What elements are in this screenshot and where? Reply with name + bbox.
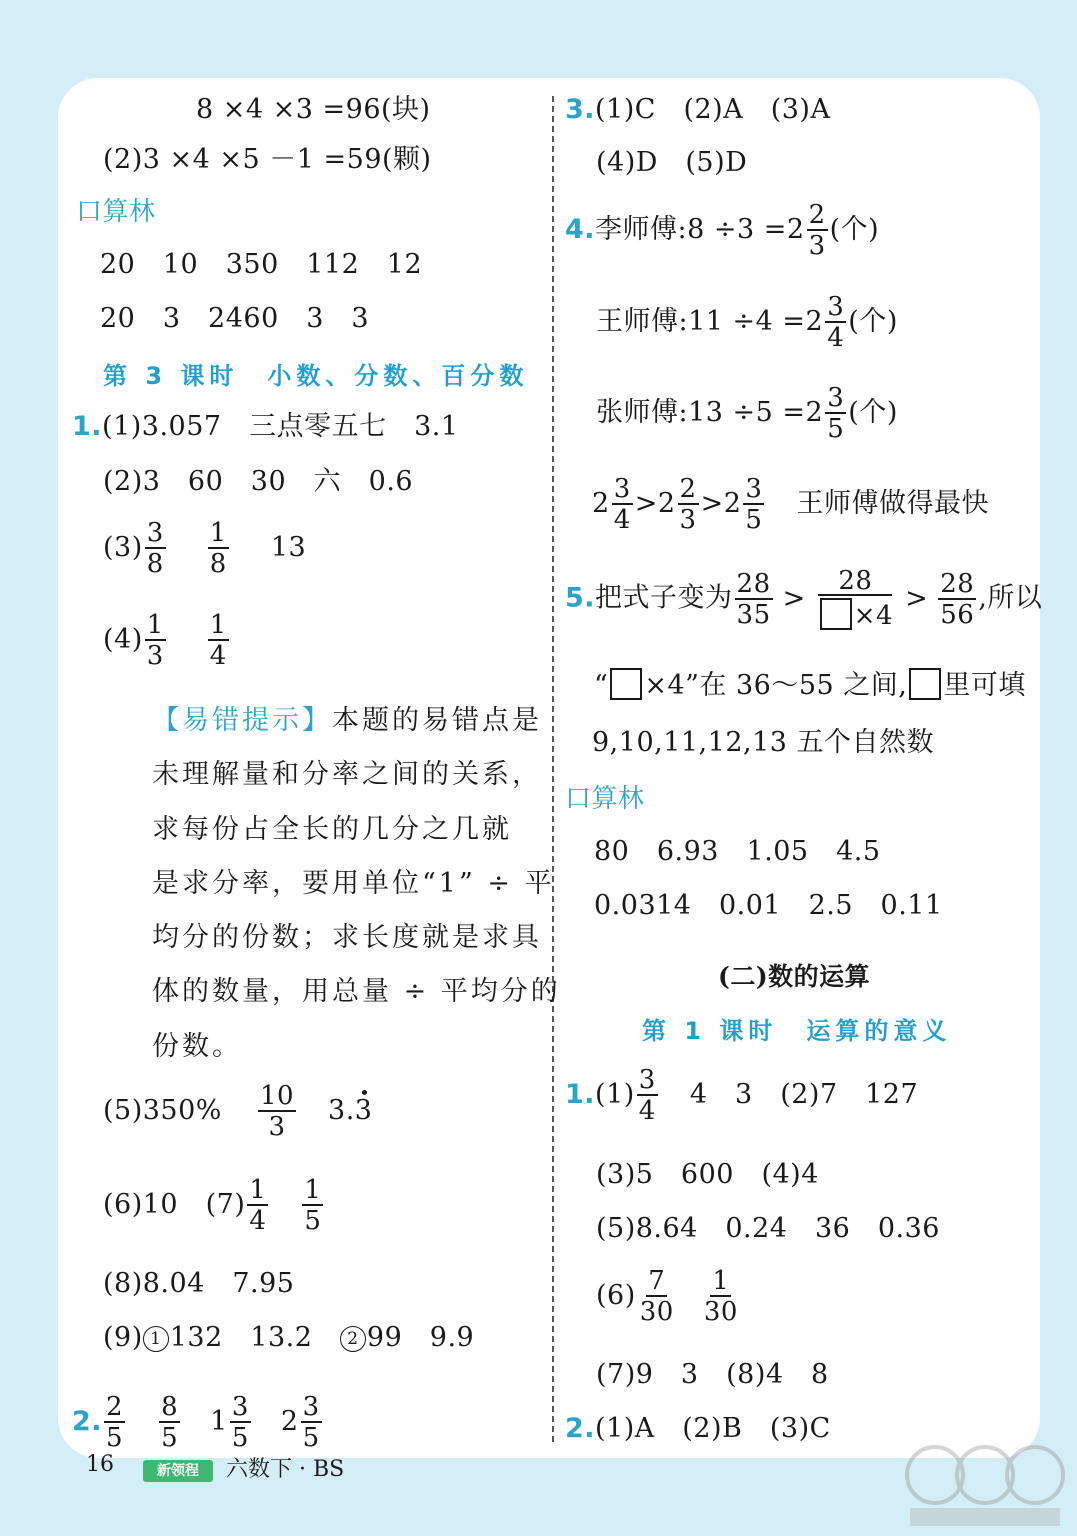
r-question-1-line-2: (3)5 600 (4)4 [596,1159,819,1190]
operator: >2 [634,488,676,519]
unit-text: (个) [848,397,898,428]
question-number: 1. [565,1079,596,1110]
operator: > [782,582,806,614]
question-4-line-1 [565,202,879,259]
error-tip-line-1 [152,704,542,738]
denominator: 4 [827,323,845,353]
question-5-line-1 [565,568,1042,630]
numerator: 28 [818,568,892,596]
r-question-1-line-1 [565,1067,918,1124]
fraction [247,1177,268,1234]
part-label: (3) [103,532,143,563]
fraction [816,568,895,630]
numerator: 1 [209,610,227,640]
blank-box [610,668,642,700]
numerator: 1 [304,1175,322,1205]
fraction [208,520,229,577]
numerator: 3 [231,1392,249,1422]
numerator: 10 [259,1081,295,1111]
denominator-text: ×4 [853,601,894,631]
part-label: (6)10 (7) [103,1189,246,1220]
kousuan-row-1: 20 10 350 112 12 [100,249,423,280]
numerator: 1 [712,1266,730,1296]
question-number: 5. [565,582,596,614]
question-number: 2. [565,1413,596,1444]
answer-text: 99 9.9 [366,1322,475,1353]
denominator: 30 [639,1297,674,1327]
fraction [230,1394,251,1451]
fraction [301,1394,322,1451]
numerator: 3 [638,1065,656,1095]
fraction [678,476,699,533]
brand-badge: 新领程 [143,1460,213,1482]
unit-text: (个) [848,306,898,337]
question-1-part-9 [103,1321,474,1355]
fraction [938,568,976,630]
denominator: 3 [679,505,697,535]
blank-box [909,668,941,700]
fraction [743,476,764,533]
denominator: 3 [268,1112,286,1142]
part-label: (4) [103,624,143,655]
part-label: (9) [103,1322,143,1353]
page-number: 16 [86,1452,114,1477]
fraction [825,294,846,351]
quote-mark: “ [594,670,609,701]
r-question-1-line-5: (7)9 3 (8)4 8 [596,1359,829,1390]
error-tip-line-2: 未理解量和分率之间的关系， [152,759,542,790]
error-tip-line-5: 均分的份数；求长度就是求具 [152,922,542,953]
answer-text: (1)3.057 三点零五七 3.1 [102,411,459,442]
part-label: (6) [596,1280,636,1311]
fraction [104,1394,125,1451]
denominator: 4 [638,1096,656,1126]
answer-text: (1)C (2)A (3)A [595,94,831,125]
fraction [258,1083,296,1140]
denominator: 5 [827,414,845,444]
kousuan-row-2: 20 3 2460 3 3 [100,303,370,334]
question-1-part-8: (8)8.04 7.95 [103,1268,295,1299]
calc-line-1: 8 ×4 ×3 =96(块) [196,94,431,125]
numerator: 3 [827,292,845,322]
question-4-line-4 [592,476,989,533]
conclusion-text: 王师傅做得最快 [796,488,989,519]
fraction [208,612,229,669]
fraction [302,1177,323,1234]
numerator: 3 [613,474,631,504]
fraction [145,520,166,577]
error-tip-line-6: 体的数量，用总量 ÷ 平均分的 [152,976,561,1007]
fraction [145,612,166,669]
error-tip-text: 本题的易错点是 [332,705,542,736]
fraction [637,1067,658,1124]
fraction [702,1268,740,1325]
question-1-part-5 [103,1083,372,1140]
part-label: (1) [595,1079,635,1110]
question-number: 3. [565,94,596,125]
numerator: 2 [106,1392,124,1422]
fraction [612,476,633,533]
numerator: 3 [827,383,845,413]
error-tip-line-3: 求每份占全长的几分之几就 [152,814,512,845]
answer-text: ,所以 [978,582,1043,614]
numerator: 1 [146,610,164,640]
kousuan-heading: 口算林 [565,784,645,814]
answer-text: 4 3 (2)7 127 [689,1079,919,1110]
r-question-1-line-4 [596,1268,742,1325]
repeating-digit: 3 [354,1095,373,1126]
denominator: 4 [613,505,631,535]
answer-text: 王师傅:11 ÷4 =2 [596,306,824,337]
footer-text: 六数下 · BS [226,1457,345,1482]
question-3-line-2: (4)D (5)D [596,147,748,178]
denominator: 5 [302,1423,320,1453]
numerator: 2 [808,200,826,230]
question-1-line-2: (2)3 60 30 六 0.6 [103,466,414,497]
question-number: 2. [72,1406,103,1437]
error-tip-line-7: 份数。 [152,1031,242,1062]
denominator: 4 [249,1206,267,1236]
answer-text: ×4”在 36～55 之间, [644,670,908,701]
denominator: 5 [304,1206,322,1236]
question-number: 4. [565,214,596,245]
denominator: 35 [736,599,771,630]
kousuan-row-2: 0.0314 0.01 2.5 0.11 [594,890,943,921]
kousuan-row-1: 80 6.93 1.05 4.5 [594,836,881,867]
fraction [638,1268,676,1325]
numerator: 1 [249,1175,267,1205]
column-divider [552,96,554,1442]
kousuan-heading: 口算林 [76,197,156,227]
question-2 [72,1394,324,1451]
watermark-logo [900,1440,1070,1530]
circled-number: 2 [340,1326,366,1352]
denominator: 4 [209,641,227,671]
numerator: 8 [161,1392,179,1422]
numerator: 7 [648,1266,666,1296]
question-5-line-3: 9,10,11,12,13 五个自然数 [592,727,935,758]
denominator: 56 [940,599,975,630]
error-tip-tag: 【易错提示】 [152,705,332,736]
operator: > [905,582,929,614]
answer-text: 张师傅:13 ÷5 =2 [596,397,824,428]
denominator [816,596,895,630]
answer-text: 132 13.2 [169,1322,340,1353]
denominator: 5 [106,1423,124,1453]
question-3-line-1 [565,93,830,127]
error-tip-line-4: 是求分率，要用单位“1” ÷ 平 [152,868,555,899]
denominator: 5 [745,505,763,535]
numerator: 28 [940,568,975,599]
lesson-title: 第 1 课时 运算的意义 [642,1017,952,1045]
numerator: 3 [146,518,164,548]
numerator: 2 [679,474,697,504]
lesson-title: 第 3 课时 小数、分数、百分数 [103,362,529,390]
r-question-2 [565,1412,831,1446]
unit-text: (个) [829,214,880,245]
question-5-line-2 [594,668,1026,703]
question-number: 1. [72,411,103,442]
answer-text: 李师傅:8 ÷3 =2 [595,214,805,245]
numerator: 1 [209,518,227,548]
answer-text: 13 [270,532,307,563]
denominator: 5 [161,1423,179,1453]
numerator: 3 [745,474,763,504]
calc-line-2: (2)3 ×4 ×5 －1 =59(颗) [103,144,432,175]
operator: >2 [700,488,742,519]
denominator: 30 [703,1297,738,1327]
answer-text: 里可填 [943,670,1026,701]
question-4-line-3 [596,385,898,442]
whole-number: 1 [210,1406,228,1437]
numerator: 28 [736,568,771,599]
fraction [735,568,773,630]
question-4-line-2 [596,294,898,351]
question-1-line-1 [72,410,459,444]
fraction [159,1394,180,1451]
blank-box [820,598,852,630]
denominator: 3 [146,641,164,671]
answer-text: 把式子变为 [595,582,733,614]
numerator: 3 [302,1392,320,1422]
circled-number: 1 [143,1326,169,1352]
denominator: 3 [808,231,826,261]
denominator: 8 [209,549,227,579]
question-1-part-3 [103,520,306,577]
section-title: (二)数的运算 [718,962,871,991]
denominator: 5 [231,1423,249,1453]
answer-text: 3. [328,1095,355,1126]
fraction [807,202,828,259]
part-label: (5)350% [103,1095,222,1126]
r-question-1-line-3: (5)8.64 0.24 36 0.36 [596,1213,940,1244]
fraction [825,385,846,442]
question-1-part-4 [103,612,231,669]
whole-number: 2 [280,1406,299,1437]
answer-text: (1)A (2)B (3)C [595,1413,831,1444]
denominator: 8 [146,549,164,579]
question-1-part-6-7 [103,1177,325,1234]
whole-number: 2 [592,488,610,519]
